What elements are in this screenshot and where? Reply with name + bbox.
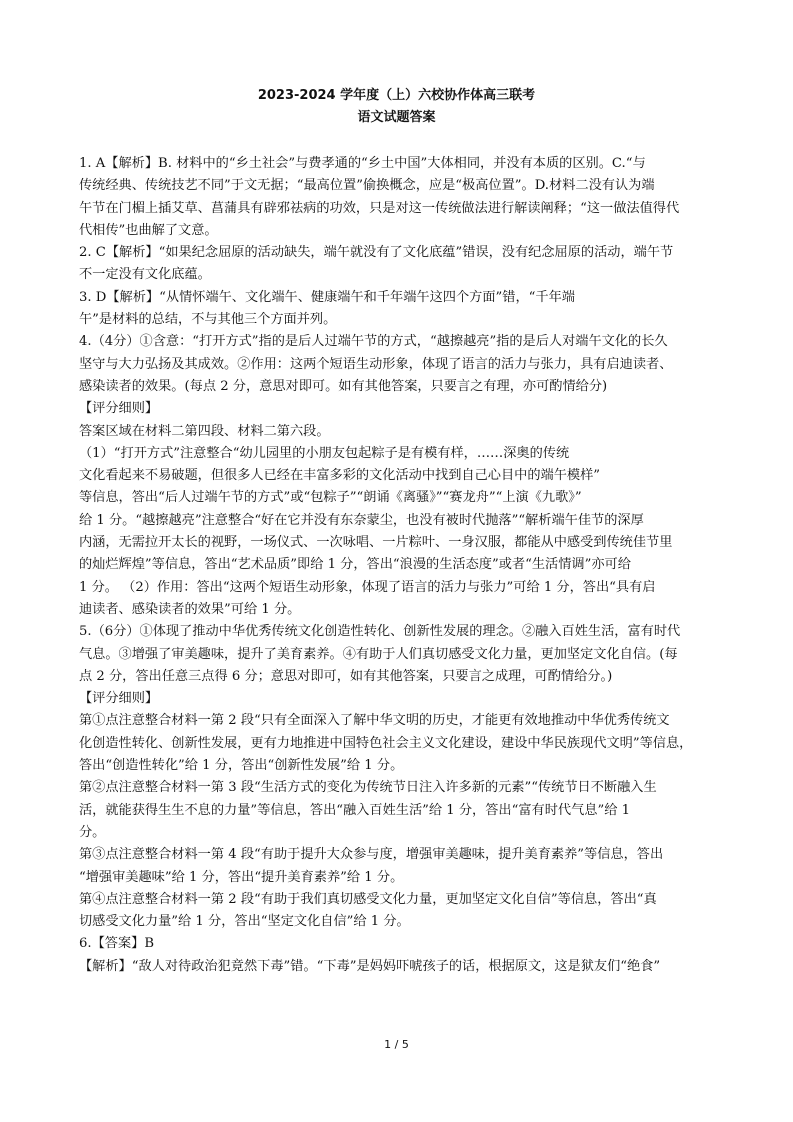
text-line: 等信息，答出“后人过端午节的方式”或“包粽子”“朗诵《离骚》”“赛龙舟”“上演《九歌》” <box>79 490 582 506</box>
text-line: 活，就能获得生生不息的力量”等信息，答出“融入百姓生活”给 1 分，答出“富有时代气息”给 1 <box>79 802 630 818</box>
text-line: 传统经典、传统技艺不同”于文无据；“最高位置”偷换概念，应是“极高位置”。D.材料二没有认为端 <box>79 178 655 194</box>
text-line: 2. C【解析】“如果纪念屈原的活动缺失，端午就没有了文化底蕴”错误，没有纪念屈原的活动，端午节 <box>79 245 674 261</box>
text-line: 感染读者的效果。(每点 2 分，意思对即可。如有其他答案，只要言之有理，亦可酌情给分) <box>79 378 608 394</box>
text-line: 【评分细则】 <box>79 401 159 417</box>
text-line: 气息。③增强了审美趣味，提升了美育素养。④有助于人们真切感受文化力量，更加坚定文化自信。(每 <box>79 646 678 662</box>
text-line: 给 1 分。“越擦越亮”注意整合“好在它并没有东奈蒙尘，也没有被时代抛落”“解析端午佳节的深厚 <box>79 512 644 528</box>
text-line: 1 分。 （2）作用：答出“这两个短语生动形象，体现了语言的活力与张力”可给 1 分，答出“具有启 <box>79 579 656 595</box>
text-line: 第③点注意整合材料一第 4 段“有助于提升大众参与度，增强审美趣味，提升美育素养”等信息，答出 <box>79 847 664 863</box>
text-line: 第④点注意整合材料一第 2 段“有助于我们真切感受文化力量，更加坚定文化自信”等信息，答出“真 <box>79 891 657 907</box>
page-number: 1 / 5 <box>384 1038 409 1051</box>
text-line: 3. D【解析】“从情怀端午、文化端午、健康端午和千年端午这四个方面”错，“千年端 <box>79 289 575 305</box>
text-line: 5.（6分）①体现了推动中华优秀传统文化创造性转化、创新性发展的理念。②融入百姓生活，富有时代 <box>79 624 681 640</box>
answer-body <box>79 153 715 978</box>
text-line: 午节在门楣上插艾草、菖蒲具有辟邪祛病的功效，只是对这一传统做法进行解读阐释；“这一做法值得代 <box>79 200 680 216</box>
text-line: 答案区域在材料二第四段、材料二第六段。 <box>79 423 330 439</box>
text-line: 午”是材料的总结，不与其他三个方面并列。 <box>79 312 337 328</box>
text-line: 坚守与大力弘扬及其成效。②作用：这两个短语生动形象，体现了语言的活力与张力，具有启迪读者、 <box>79 356 673 372</box>
text-line: 代相传”也曲解了文意。 <box>79 222 218 238</box>
document-subtitle: 语文试题答案 <box>357 110 436 125</box>
text-line: 迪读者、感染读者的效果”可给 1 分。 <box>79 601 301 617</box>
text-line: 的灿烂辉煌”等信息，答出“艺术品质”即给 1 分，答出“浪漫的生活态度”或者“生活情调”亦可给 <box>79 557 631 573</box>
text-line: 【解析】“敌人对待政治犯竟然下毒”错。“下毒”是妈妈吓唬孩子的话，根据原文，这是狱友们“绝食” <box>79 958 661 974</box>
text-line: 【评分细则】 <box>79 691 159 707</box>
text-line: （1）“打开方式”注意整合“幼儿园里的小朋友包起粽子是有模有样，……深奥的传统 <box>79 445 570 461</box>
text-line: 4.（4分）①含意：“打开方式”指的是后人过端午节的方式，“越擦越亮”指的是后人对端午文化的长久 <box>79 334 668 350</box>
text-line: 6.【答案】B <box>79 936 155 952</box>
text-line: 文化看起来不易破题，但很多人已经在丰富多彩的文化活动中找到自己心目中的端午模样” <box>79 468 601 484</box>
text-line: 不一定没有文化底蕴。 <box>79 267 211 283</box>
text-line: 切感受文化力量”给 1 分，答出“坚定文化自信”给 1 分。 <box>79 914 410 930</box>
text-line: 点 2 分，答出任意三点得 6 分；意思对即可，如有其他答案，只要言之成理，可酌情给分。) <box>79 668 613 684</box>
text-line: 答出“创造性转化”给 1 分，答出“创新性发展”给 1 分。 <box>79 758 404 774</box>
text-line: 分。 <box>79 824 106 840</box>
text-line: 1. A【解析】B. 材料中的“乡土社会”与费孝通的“乡土中国”大体相同，并没有本质的区别。C.“与 <box>79 156 646 171</box>
text-line: 第②点注意整合材料一第 3 段“生活方式的变化为传统节日注入许多新的元素”“传统节日不断融入生 <box>79 780 657 796</box>
text-line: 内涵，无需拉开太长的视野，一场仪式、一次咏唱、一片粽叶、一身汉服，都能从中感受到传统佳节里 <box>79 535 673 551</box>
text-line: 第①点注意整合材料一第 2 段“只有全面深入了解中华文明的历史，才能更有效地推动中华优秀传统文 <box>79 713 670 729</box>
document-title: 2023-2024 学年度（上）六校协作体高三联考 <box>257 88 536 103</box>
text-line: “增强审美趣味”给 1 分，答出“提升美育素养”给 1 分。 <box>79 869 404 885</box>
text-line: 化创造性转化、创新性发展，更有力地推进中国特色社会主义文化建设，建设中华民族现代文明”等信息， <box>79 735 693 751</box>
